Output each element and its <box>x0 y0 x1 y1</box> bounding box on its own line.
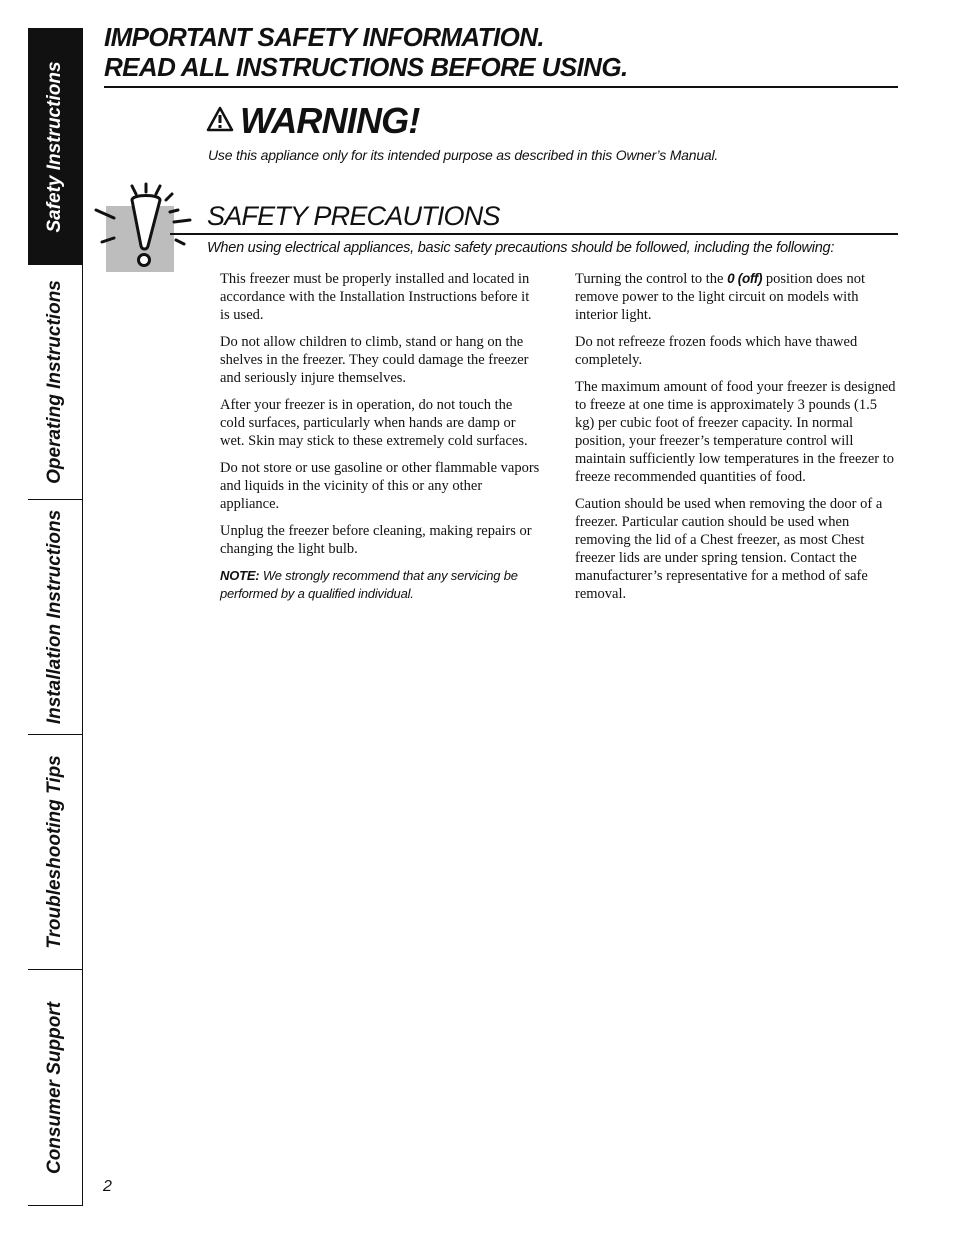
tab-label: Troubleshooting Tips <box>44 755 65 949</box>
header-divider <box>104 86 898 88</box>
tab-operating-instructions[interactable] <box>28 264 83 499</box>
precaution-paragraph: This freezer must be properly installed and located in accordance with the Installation Instructions before it is used. <box>220 271 530 323</box>
warning-heading <box>206 100 420 142</box>
tab-label: Operating Instructions <box>44 280 65 484</box>
precautions-divider <box>170 233 898 235</box>
precautions-intro: When using electrical appliances, basic safety precautions should be followed, including the following: <box>207 240 835 256</box>
tab-safety-instructions[interactable] <box>28 28 83 264</box>
control-text-pre: Turning the control to the <box>575 271 728 287</box>
precaution-paragraph: Do not store or use gasoline or other flammable vapors and liquids in the vicinity of this or any other appliance. <box>220 460 540 512</box>
precaution-paragraph: Caution should be used when removing the door of a freezer. Particular caution should be used when removing the lid of a Chest freezer, as most Chest freezer lids are under spring tension. Contact the manufacturer’s representative for a method of safe removal. <box>575 496 883 602</box>
warning-triangle-icon <box>206 106 234 137</box>
tab-installation-instructions[interactable] <box>28 499 83 734</box>
tab-label: Safety Instructions <box>44 60 65 233</box>
warning-subtitle: Use this appliance only for its intended purpose as described in this Owner’s Manual. <box>208 147 719 163</box>
precaution-paragraph: The maximum amount of food your freezer is designed to freeze at one time is approximately 3 pounds (1.5 kg) per cubic foot of freezer capacity. In normal position, your freezer’s temperature control will maintain sufficiently low temperatures in the freezer to freeze recommended quantities of food. <box>575 379 896 485</box>
precaution-paragraph: Do not allow children to climb, stand or hang on the shelves in the freezer. They could damage the freezer and seriously injure themselves. <box>220 334 529 386</box>
section-tabs <box>28 28 84 1206</box>
header-line-2: READ ALL INSTRUCTIONS BEFORE USING. <box>104 52 628 82</box>
safety-precautions-title: SAFETY PRECAUTIONS <box>207 201 500 231</box>
servicing-note <box>220 567 540 603</box>
precautions-right-column <box>575 270 897 612</box>
precautions-left-column <box>220 270 540 612</box>
precaution-paragraph: Unplug the freezer before cleaning, making repairs or changing the light bulb. <box>220 523 532 557</box>
note-label: NOTE: <box>220 568 260 583</box>
tab-troubleshooting-tips[interactable] <box>28 734 83 969</box>
control-text-post: position does not remove power to the light circuit on models with interior light. <box>575 271 865 323</box>
page-number: 2 <box>103 1178 112 1195</box>
warning-title: WARNING! <box>240 100 420 141</box>
note-text: We strongly recommend that any servicing be performed by a qualified individual. <box>220 568 518 601</box>
header-line-1: IMPORTANT SAFETY INFORMATION. <box>104 22 544 52</box>
precaution-paragraph <box>575 270 897 324</box>
off-position-label: 0 (off) <box>727 271 763 286</box>
precaution-paragraph: After your freezer is in operation, do not touch the cold surfaces, particularly when hands are damp or wet. Skin may stick to these extremely cold surfaces. <box>220 397 528 449</box>
tab-label: Installation Instructions <box>44 509 65 725</box>
precaution-paragraph: Do not refreeze frozen foods which have thawed completely. <box>575 334 858 368</box>
page-header <box>104 22 898 82</box>
tab-consumer-support[interactable] <box>28 969 83 1206</box>
tab-label: Consumer Support <box>44 1001 65 1174</box>
exclamation-burst-icon <box>92 180 192 276</box>
